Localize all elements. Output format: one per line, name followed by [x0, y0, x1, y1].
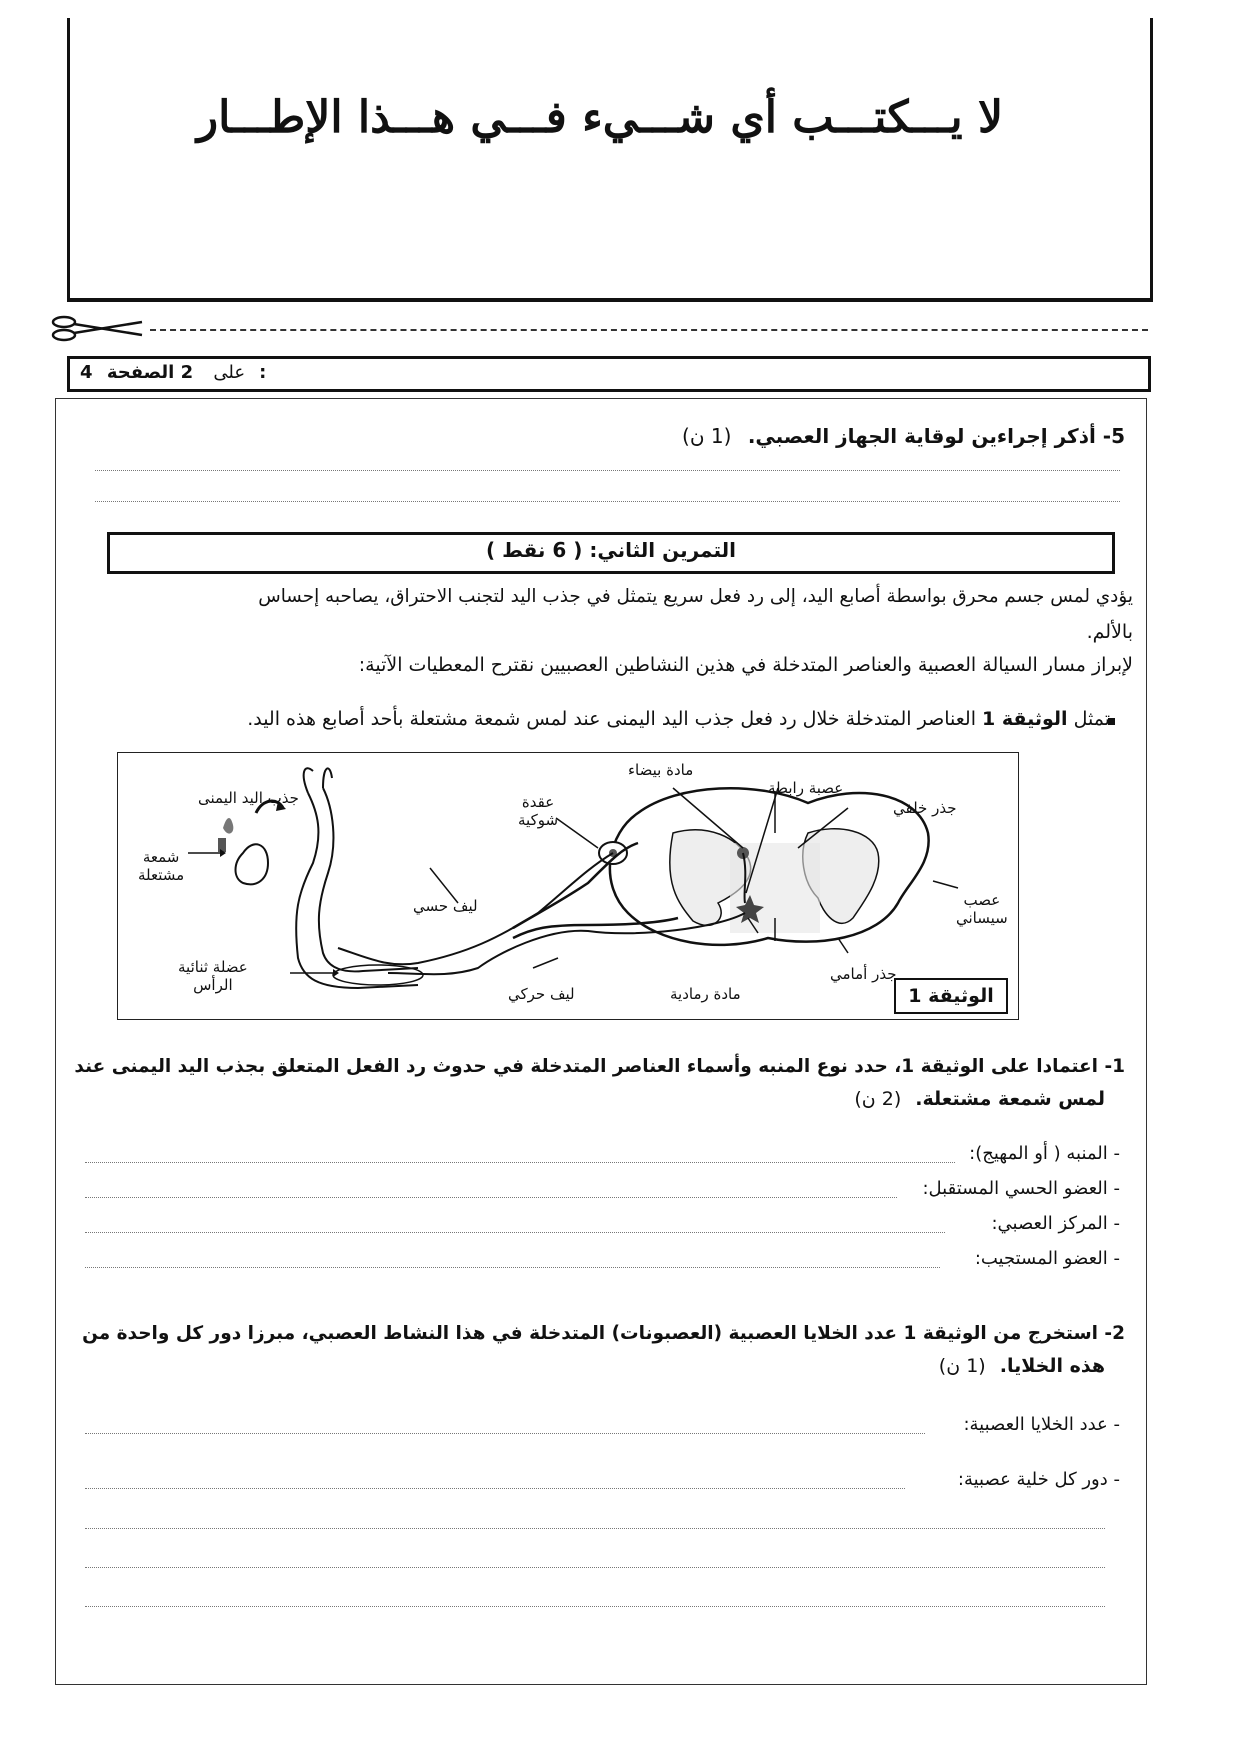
- label-interneuron: عصبة رابطة: [768, 779, 844, 797]
- q1-field-effector: - العضو المستجيب:: [974, 1248, 1120, 1269]
- scissors-icon: [50, 313, 150, 343]
- page-current: 2: [180, 362, 194, 383]
- answer-line[interactable]: [85, 1567, 1105, 1568]
- page-total: 4: [80, 362, 93, 383]
- no-write-frame: [67, 18, 1153, 302]
- label-sensory-fiber: ليف حسي: [413, 897, 478, 915]
- label-white-matter: مادة بيضاء: [628, 761, 694, 779]
- label-spinal-nerve: عصب سيساني: [956, 891, 1008, 927]
- q1-line1: 1- اعتمادا على الوثيقة 1، حدد نوع المنبه وأسماء العناصر المتدخلة في حدوث رد الفعل المتعلق بجذب اليد اليمنى عند: [74, 1056, 1125, 1077]
- label-hand-pull: جذب اليد اليمنى: [198, 789, 299, 807]
- exercise2-title: التمرين الثاني: ( 6 نقط ): [485, 538, 736, 562]
- q1-line2-text: لمس شمعة مشتعلة.: [915, 1088, 1105, 1110]
- q5-text: 5- أذكر إجراءين لوقاية الجهاز العصبي.: [747, 424, 1125, 448]
- q1-field-effector-line[interactable]: [85, 1267, 940, 1268]
- answer-line[interactable]: [85, 1606, 1105, 1607]
- q5-question: [682, 424, 1125, 448]
- label-grey-matter: مادة رمادية: [670, 985, 741, 1003]
- figure-caption: الوثيقة 1: [894, 978, 1008, 1014]
- answer-line[interactable]: [85, 1528, 1105, 1529]
- exercise2-intro-line1: يؤدي لمس جسم محرق بواسطة أصابع اليد، إلى رد فعل سريع يتمثل في جذب اليد لتجنب الاحتراق، يصاحبه إحساس: [258, 586, 1133, 607]
- q2-field-role: - دور كل خلية عصبية:: [957, 1469, 1120, 1490]
- q2-points: (1 ن): [938, 1355, 986, 1377]
- label-biceps: عضلة ثنائية الرأس: [178, 958, 248, 994]
- label-motor-fiber: ليف حركي: [508, 985, 575, 1003]
- q1-field-center: - المركز العصبي:: [991, 1213, 1120, 1234]
- answer-line[interactable]: [95, 501, 1120, 502]
- q1-field-stimulus-line[interactable]: [85, 1162, 955, 1163]
- q1-field-stimulus: - المنبه ( أو المهيج):: [969, 1143, 1120, 1164]
- q1-field-receptor: - العضو الحسي المستقبل:: [922, 1178, 1120, 1199]
- q1-line2: [854, 1088, 1105, 1110]
- q2-field-role-line[interactable]: [85, 1488, 905, 1489]
- exercise2-intro-line3: لإبراز مسار السيالة العصبية والعناصر المتدخلة في هذين النشاطين العصبيين نقترح المعطيات الآتية:: [358, 654, 1133, 676]
- q1-field-receptor-line[interactable]: [85, 1197, 897, 1198]
- no-write-banner: لا يـــكتـــب أي شـــيء فـــي هـــذا الإطـــار: [196, 92, 1004, 143]
- q1-points: (2 ن): [854, 1088, 902, 1110]
- answer-line[interactable]: [95, 470, 1120, 471]
- q5-points: (1 ن): [682, 424, 732, 448]
- q2-field-count-line[interactable]: [85, 1433, 925, 1434]
- cut-line: [150, 329, 1148, 331]
- page-label: الصفحة:: [106, 362, 267, 383]
- doc-intro-ref: الوثيقة 1: [982, 708, 1068, 730]
- q2-line1: 2- استخرج من الوثيقة 1 عدد الخلايا العصبية (العصبونات) المتدخلة في هذا النشاط العصبي، مبرزا دور كل واحدة من: [82, 1323, 1125, 1344]
- label-dorsal-root: جذر خلفي: [893, 799, 957, 817]
- q2-line2: [939, 1355, 1105, 1377]
- label-candle: شمعة مشتعلة: [138, 848, 185, 884]
- page-indicator: [80, 362, 266, 383]
- reflex-arc-figure: [117, 752, 1019, 1020]
- label-ventral-root: جذر أمامي: [830, 965, 897, 983]
- q1-field-center-line[interactable]: [85, 1232, 945, 1233]
- doc-intro-rest: العناصر المتدخلة خلال رد فعل جذب اليد اليمنى عند لمس شمعة مشتعلة بأحد أصابع هذه اليد.: [247, 708, 976, 730]
- label-spinal-ganglion: عقدة شوكية: [518, 793, 559, 829]
- page-of: على: [213, 362, 246, 383]
- q2-field-count: - عدد الخلايا العصبية:: [963, 1414, 1120, 1435]
- doc-intro: [247, 708, 1110, 730]
- doc-intro-prefix: تمثل: [1073, 708, 1110, 730]
- q2-line2-text: هذه الخلايا.: [999, 1355, 1105, 1377]
- exercise2-intro-line2: بالألم.: [1086, 621, 1133, 643]
